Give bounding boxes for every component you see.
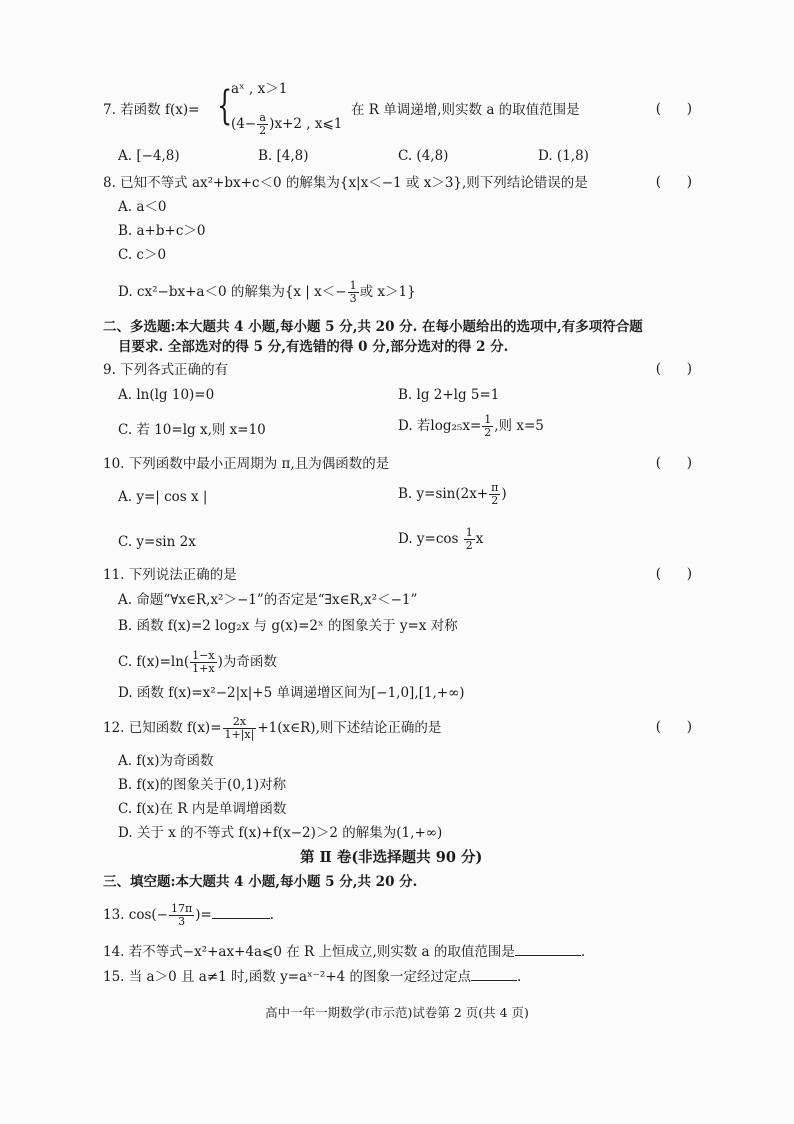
section-2-line2: 目要求. 全部选对的得 5 分,有选错的得 0 分,部分选对的得 2 分. bbox=[118, 339, 509, 355]
q12-option-c: C. f(x)在 R 内是单调增函数 bbox=[118, 801, 287, 817]
section-2-line1: 二、多选题:本大题共 4 小题,每小题 5 分,共 20 分. 在每小题给出的选项中,有多项符合题 bbox=[103, 319, 643, 335]
q10-d-num: 1 bbox=[465, 526, 473, 539]
page-footer: 高中一年一期数学(市示范)试卷第 2 页(共 4 页) bbox=[265, 1005, 529, 1020]
q11-c-post: )为奇函数 bbox=[217, 654, 277, 670]
q13-answer-blank[interactable] bbox=[212, 918, 270, 919]
q10-option-a: A. y=| cos x | bbox=[118, 489, 208, 505]
q7-frac bbox=[257, 112, 268, 137]
q8-d-num: 1 bbox=[349, 279, 357, 292]
q7-piece2-post: )x+2 , x⩽1 bbox=[269, 116, 343, 132]
q13-pre: 13. cos(− bbox=[103, 907, 168, 923]
q9-option-b: B. lg 2+lg 5=1 bbox=[398, 387, 500, 403]
q8-d-frac bbox=[348, 280, 359, 305]
q10-b-post: ) bbox=[501, 486, 507, 502]
q14-stem: 14. 若不等式−x²+ax+4a⩽0 在 R 上恒成立,则实数 a 的取值范围是 bbox=[103, 944, 515, 960]
q12-stem-pre: 12. 已知函数 f(x)= bbox=[103, 720, 222, 736]
q10-d-pre: D. y=cos bbox=[398, 531, 463, 547]
q11-c-frac bbox=[190, 650, 216, 675]
q14-text bbox=[103, 943, 585, 961]
q13-den: 3 bbox=[178, 915, 186, 928]
q8-option-d bbox=[118, 280, 416, 305]
q10-answer-paren: ( ) bbox=[655, 455, 692, 471]
q12-option-b: B. f(x)的图象关于(0,1)对称 bbox=[118, 777, 287, 793]
q9-d-pre: D. 若log₂₅x= bbox=[398, 418, 482, 434]
q7-frac-den: 2 bbox=[259, 124, 267, 137]
q8-option-a: A. a＜0 bbox=[118, 199, 167, 215]
q12-option-a: A. f(x)为奇函数 bbox=[118, 753, 214, 769]
q10-option-b bbox=[398, 482, 507, 507]
q12-stem-den: 1+|x| bbox=[224, 728, 255, 741]
part-2-title: 第 Ⅱ 卷(非选择题共 90 分) bbox=[300, 849, 483, 866]
q10-d-den: 2 bbox=[465, 539, 473, 552]
q13-end: . bbox=[269, 907, 275, 923]
q7-answer-paren: ( ) bbox=[655, 101, 692, 117]
q12-stem-num: 2x bbox=[223, 716, 257, 729]
q7-piece2 bbox=[231, 112, 342, 137]
q15-text bbox=[103, 968, 521, 986]
q7-piece2-pre: (4− bbox=[231, 116, 257, 132]
q10-b-frac bbox=[489, 482, 500, 507]
q7-option-b: B. [4,8) bbox=[258, 148, 309, 164]
q9-d-den: 2 bbox=[484, 426, 492, 439]
q9-answer-paren: ( ) bbox=[655, 361, 692, 377]
q10-d-post: x bbox=[475, 531, 484, 547]
q11-option-c bbox=[118, 650, 277, 675]
q9-option-a: A. ln(lg 10)=0 bbox=[118, 387, 215, 403]
q13-num: 17π bbox=[170, 902, 193, 915]
q10-b-den: 2 bbox=[491, 494, 499, 507]
q8-d-den: 3 bbox=[349, 292, 357, 305]
q11-c-den: 1+x bbox=[192, 662, 215, 675]
q12-answer-paren: ( ) bbox=[655, 719, 692, 735]
q7-option-d: D. (1,8) bbox=[538, 148, 589, 164]
section-3-heading: 三、填空题:本大题共 4 小题,每小题 5 分,共 20 分. bbox=[103, 874, 418, 890]
q10-b-num: π bbox=[491, 481, 499, 494]
q11-option-d: D. 函数 f(x)=x²−2|x|+5 单调递增区间为[−1,0],[1,+∞) bbox=[118, 685, 465, 701]
q7-brace: { bbox=[217, 83, 233, 129]
q11-stem: 11. 下列说法正确的是 bbox=[103, 567, 237, 583]
q10-option-d bbox=[398, 527, 483, 552]
q9-option-c: C. 若 10=lg x,则 x=10 bbox=[118, 422, 266, 438]
q13-frac bbox=[169, 903, 194, 928]
q12-stem-frac bbox=[223, 716, 257, 741]
q11-option-a: A. 命题“∀x∈R,x²＞−1”的否定是“∃x∈R,x²＜−1” bbox=[118, 592, 418, 608]
q11-c-pre: C. f(x)=ln( bbox=[118, 654, 190, 670]
q10-b-pre: B. y=sin(2x+ bbox=[398, 486, 489, 502]
q8-option-b: B. a+b+c＞0 bbox=[118, 223, 206, 239]
q10-option-c: C. y=sin 2x bbox=[118, 534, 196, 550]
q7-frac-num: a bbox=[257, 112, 268, 125]
q8-d-pre: D. cx²−bx+a＜0 的解集为{x | x＜− bbox=[118, 284, 347, 300]
q15-stem: 15. 当 a＞0 且 a≠1 时,函数 y=aˣ⁻²+4 的图象一定经过定点 bbox=[103, 969, 472, 985]
q9-d-post: ,则 x=5 bbox=[494, 418, 544, 434]
q11-c-num: 1−x bbox=[192, 649, 215, 662]
q9-stem: 9. 下列各式正确的有 bbox=[103, 362, 229, 378]
q11-option-b: B. 函数 f(x)=2 log₂x 与 g(x)=2ˣ 的图象关于 y=x 对称 bbox=[118, 618, 458, 634]
q7-stem-post: 在 R 单调递增,则实数 a 的取值范围是 bbox=[351, 102, 580, 118]
q8-answer-paren: ( ) bbox=[655, 174, 692, 190]
q9-d-frac bbox=[482, 414, 493, 439]
q7-option-c: C. (4,8) bbox=[398, 148, 449, 164]
q15-answer-blank[interactable] bbox=[471, 980, 517, 981]
q9-option-d bbox=[398, 414, 544, 439]
q14-end: . bbox=[580, 944, 586, 960]
q12-option-d: D. 关于 x 的不等式 f(x)+f(x−2)＞2 的解集为(1,+∞) bbox=[118, 825, 443, 841]
q14-answer-blank[interactable] bbox=[515, 955, 581, 956]
q10-stem: 10. 下列函数中最小正周期为 π,且为偶函数的是 bbox=[103, 456, 390, 472]
q8-option-c: C. c＞0 bbox=[118, 247, 167, 263]
q7-piece1: aˣ , x＞1 bbox=[231, 81, 288, 97]
q11-answer-paren: ( ) bbox=[655, 566, 692, 582]
q9-d-num: 1 bbox=[484, 413, 492, 426]
q7-stem-pre: 7. 若函数 f(x)= bbox=[103, 102, 200, 118]
q8-stem: 8. 已知不等式 ax²+bx+c＜0 的解集为{x|x＜−1 或 x＞3},则下列结论错误的是 bbox=[103, 175, 588, 191]
q12-stem bbox=[103, 716, 441, 741]
q12-stem-post: +1(x∈R),则下述结论正确的是 bbox=[257, 720, 442, 736]
q15-end: . bbox=[517, 969, 522, 985]
q7-option-a: A. [−4,8) bbox=[118, 148, 180, 164]
q10-d-frac bbox=[464, 527, 475, 552]
q13-post: )= bbox=[195, 907, 212, 923]
q13-text bbox=[103, 903, 274, 928]
q8-d-post: 或 x＞1} bbox=[359, 284, 416, 300]
